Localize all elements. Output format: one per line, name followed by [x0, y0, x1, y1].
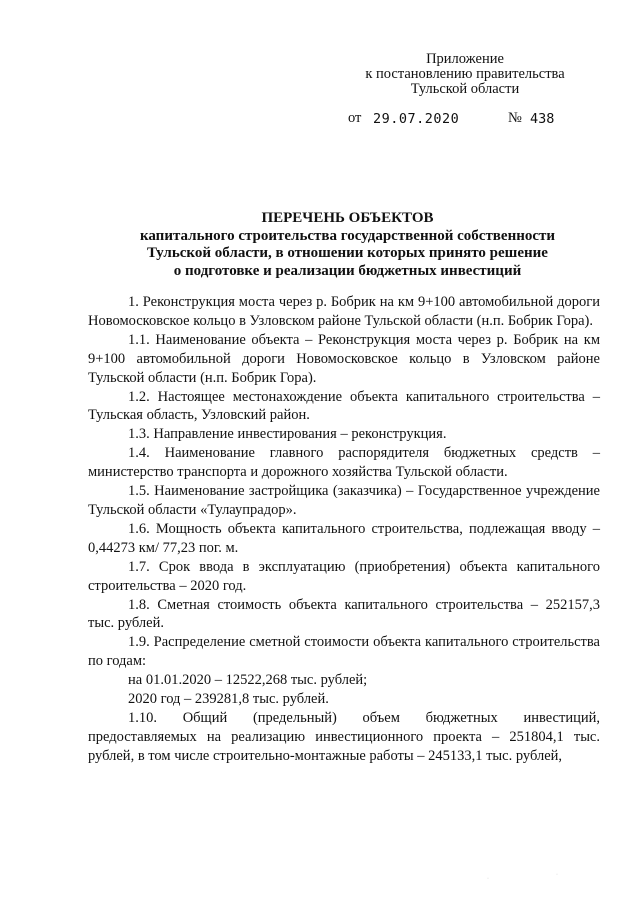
paragraph-1: 1. Реконструкция моста через р. Бобрик на км 9+100 автомобильной дороги Новомосковское кольцо в Узловском районе Тульской области (н.п. Бобрик Гора). — [88, 294, 600, 329]
scan-speck: · — [556, 872, 558, 878]
appendix-line: к постановлению правительства — [365, 66, 565, 82]
appendix-block — [350, 52, 580, 97]
paragraph-1-2: 1.2. Настоящее местонахождение объекта капитального строительства – Тульская область, Узловский район. — [88, 388, 600, 424]
document-body — [88, 293, 600, 766]
appendix-line: Тульской области — [410, 81, 520, 97]
title-line: капитального строительства государственной собственности — [139, 227, 556, 244]
paragraph-1-9-line-a: на 01.01.2020 – 12522,268 тыс. рублей; — [128, 672, 368, 689]
appendix-line: Приложение — [426, 51, 504, 67]
title-line: ПЕРЕЧЕНЬ ОБЪЕКТОВ — [261, 210, 434, 226]
paragraph-1-4: 1.4. Наименование главного распорядителя бюджетных средств – министерство транспорта и дорожного хозяйства Тульской области. — [88, 445, 600, 481]
paragraph-1-6: 1.6. Мощность объекта капитального строительства, подлежащая вводу – 0,44273 км/ 77,23 пог. м. — [88, 520, 600, 556]
paragraph-1-5: 1.5. Наименование застройщика (заказчика) – Государственное учреждение Тульской области «Тулаупрадор». — [88, 483, 600, 518]
resolution-number: 438 — [530, 111, 555, 127]
from-label: от — [348, 110, 362, 126]
paragraph-1-3: 1.3. Направление инвестирования – реконструкция. — [128, 426, 447, 443]
paragraph-1-10: 1.10. Общий (предельный) объем бюджетных инвестиций, предоставляемых на реализацию инвестиционного проекта – 251804,1 тыс. рублей, в том числе строительно-монтажные работы – 245133,1 тыс. рублей, — [88, 709, 600, 764]
paragraph-1-8: 1.8. Сметная стоимость объекта капитального строительства – 252157,3 тыс. рублей. — [88, 596, 600, 632]
number-label: № — [508, 110, 522, 126]
document-title — [80, 210, 615, 280]
paragraph-1-9: 1.9. Распределение сметной стоимости объекта капитального строительства по годам: — [88, 634, 600, 670]
title-line: Тульской области, в отношении которых принято решение — [147, 245, 548, 261]
paragraph-1-9-line-b: 2020 год – 239281,8 тыс. рублей. — [128, 691, 329, 708]
resolution-date: 29.07.2020 — [373, 111, 460, 127]
title-line: о подготовке и реализации бюджетных инвестиций — [173, 262, 522, 279]
scan-speck: · — [487, 876, 489, 882]
paragraph-1-1: 1.1. Наименование объекта – Реконструкция моста через р. Бобрик на км 9+100 автомобильной дороги Новомосковское кольцо в Узловском районе Тульской области (н.п. Бобрик Гора). — [88, 331, 600, 386]
paragraph-1-7: 1.7. Срок ввода в эксплуатацию (приобретения) объекта капитального строительства – 2020 год. — [88, 558, 600, 594]
